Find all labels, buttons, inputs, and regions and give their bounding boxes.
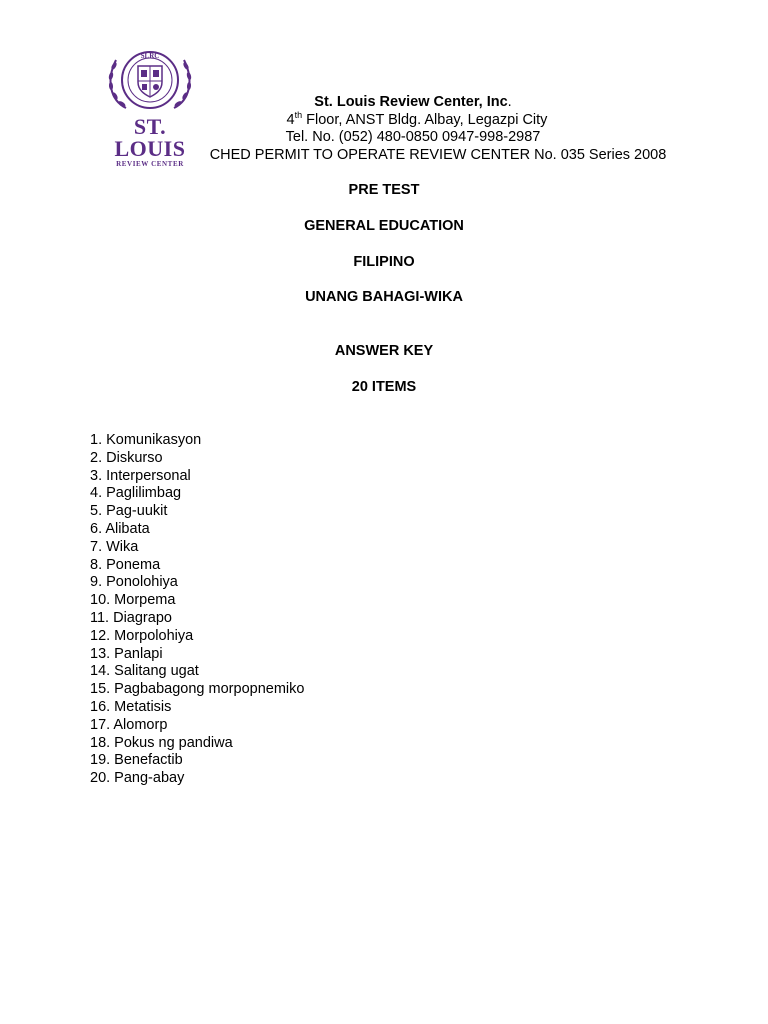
title-pretest: PRE TEST <box>348 182 420 198</box>
company-address: 4th Floor, ANST Bldg. Albay, Legazpi City <box>286 110 548 128</box>
company-telephone: Tel. No. (052) 480-0850 0947-998-2987 <box>285 129 541 145</box>
answer-item: 17. Alomorp <box>90 716 168 733</box>
answer-item: 12. Morpolohiya <box>90 627 194 644</box>
logo-subname: REVIEW CENTER <box>116 160 184 168</box>
answer-item: 2. Diskurso <box>90 449 163 466</box>
title-item-count: 20 ITEMS <box>351 379 417 395</box>
answer-item: 6. Alibata <box>90 520 150 537</box>
seal-text <box>96 48 204 62</box>
svg-text:SLRC: SLRC <box>140 52 160 60</box>
answer-item: 13. Panlapi <box>90 645 163 662</box>
answer-item: 1. Komunikasyon <box>90 432 202 448</box>
answer-item: 14. Salitang ugat <box>90 663 199 680</box>
answer-item: 3. Interpersonal <box>90 467 191 484</box>
answer-item: 18. Pokus ng pandiwa <box>90 734 233 751</box>
answer-item: 9. Ponolohiya <box>90 574 178 591</box>
answer-item: 5. Pag-uukit <box>90 503 168 520</box>
title-answer-key: ANSWER KEY <box>334 343 434 359</box>
answer-item: 19. Benefactib <box>90 752 183 769</box>
answer-list <box>90 432 304 788</box>
logo-name: ST. LOUIS <box>114 114 186 161</box>
answer-item: 4. Paglilimbag <box>90 485 182 502</box>
answer-item: 16. Metatisis <box>90 698 172 715</box>
answer-item: 8. Ponema <box>90 556 161 573</box>
answer-item: 7. Wika <box>90 538 139 555</box>
answer-item: 11. Diagrapo <box>90 609 172 626</box>
answer-item: 20. Pang-abay <box>90 770 185 787</box>
company-name: St. Louis Review Center, Inc. <box>314 94 512 110</box>
answer-item: 15. Pagbabagong morpopnemiko <box>90 681 305 698</box>
title-subject: FILIPINO <box>353 254 415 270</box>
title-part: UNANG BAHAGI-WIKA <box>305 289 463 305</box>
title-general-education: GENERAL EDUCATION <box>304 218 464 234</box>
answer-item: 10. Morpema <box>90 592 176 609</box>
ched-permit: CHED PERMIT TO OPERATE REVIEW CENTER No. 035 Series 2008 <box>209 147 667 163</box>
